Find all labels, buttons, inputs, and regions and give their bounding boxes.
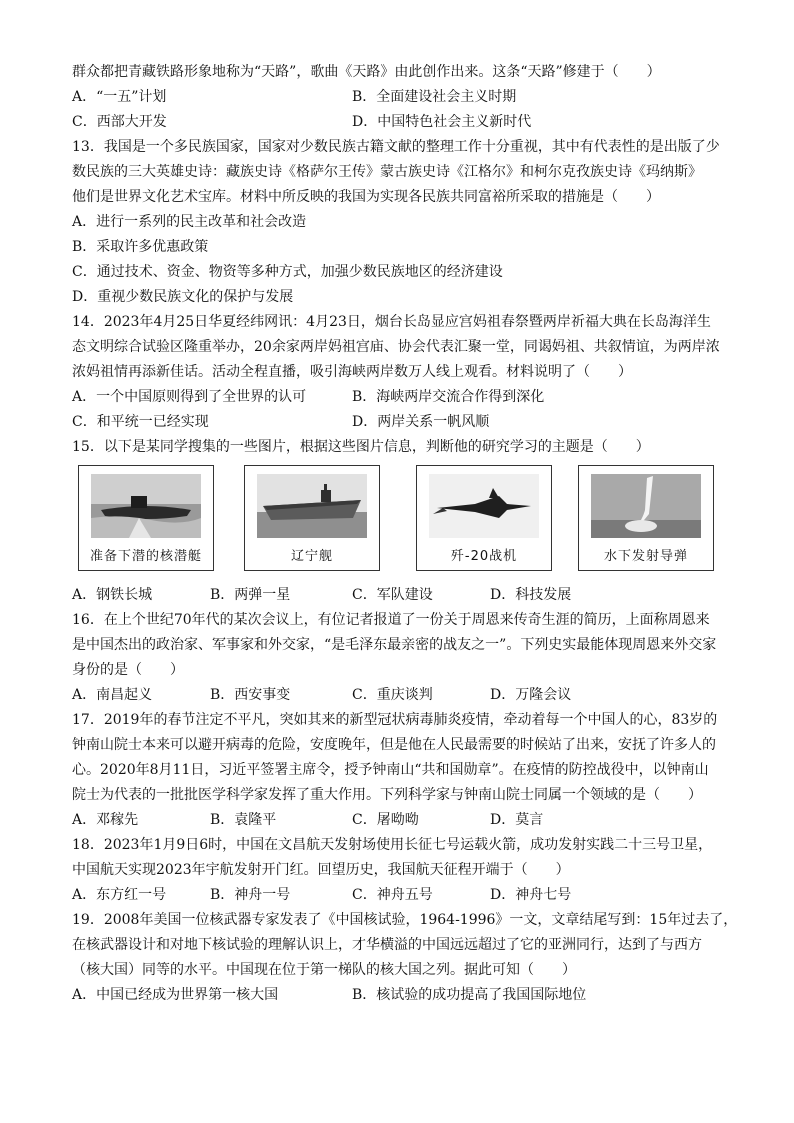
q16-stem-line: 16．在上个世纪70年代的某次会议上，有位记者报道了一份关于周恩来传奇生涯的简历，上面称周恩来 — [72, 612, 710, 628]
q14-option-b: B．海峡两岸交流合作得到深化 — [352, 389, 545, 405]
aircraft-carrier-photo — [244, 465, 380, 571]
q18-option-b: B．神舟一号 — [210, 887, 291, 903]
q12-option-d: D．中国特色社会主义新时代 — [352, 114, 532, 130]
fighter-jet-photo — [416, 465, 552, 571]
q12-option-a: A．“一五”计划 — [72, 89, 167, 105]
aircraft-carrier-caption: 辽宁舰 — [290, 549, 333, 564]
q16-stem-line: 身份的是（ ） — [72, 662, 184, 678]
q13-stem-line: 他们是世界文化艺术宝库。材料中所反映的我国为实现各民族共同富裕所采取的措施是（ ） — [72, 189, 660, 205]
q14-option-c: C．和平统一已经实现 — [72, 414, 209, 430]
q14-stem-line: 态文明综合试验区隆重举办，20余家两岸妈祖宫庙、协会代表汇聚一堂，同谒妈祖、共叙情谊，为两岸浓 — [72, 339, 720, 355]
q13-option-b: B．采取许多优惠政策 — [72, 239, 209, 255]
aircraft-carrier-icon — [257, 474, 367, 538]
q15-image-strip — [72, 465, 722, 577]
fighter-jet-caption: 歼-20战机 — [450, 549, 518, 564]
q12-options-row — [72, 85, 722, 110]
q15-stem-line: 15．以下是某同学搜集的一些图片，根据这些图片信息，判断他的研究学习的主题是（ ） — [72, 439, 650, 455]
q18-stem-line: 中国航天实现2023年宇航发射开门红。回望历史，我国航天征程开端于（ ） — [72, 862, 570, 878]
q18-option-c: C．神舟五号 — [352, 887, 433, 903]
q13-stem-line: 13．我国是一个多民族国家，国家对少数民族古籍文献的整理工作十分重视，其中有代表性的是出版了少 — [72, 139, 720, 155]
q15-options-row — [72, 583, 722, 608]
q19-option-b: B．核试验的成功提高了我国国际地位 — [352, 987, 587, 1003]
q17-stem-line: 院士为代表的一批批医学科学家发挥了重大作用。下列科学家与钟南山院士同属一个领域的是（ ） — [72, 787, 702, 803]
missile-launch-icon — [591, 474, 701, 538]
q14-options-row — [72, 410, 722, 435]
q12-option-b: B．全面建设社会主义时期 — [352, 89, 517, 105]
q19-stem-line: 19．2008年美国一位核武器专家发表了《中国核试验，1964-1996》一文，文章结尾写到：15年过去了， — [72, 912, 738, 928]
q14-option-d: D．两岸关系一帆风顺 — [352, 414, 490, 430]
q15-option-b: B．两弹一星 — [210, 587, 291, 603]
q15-option-c: C．军队建设 — [352, 587, 433, 603]
missile-launch-photo — [578, 465, 714, 571]
q17-option-b: B．袁隆平 — [210, 812, 277, 828]
q18-options-row — [72, 883, 722, 908]
q19-option-a: A．中国已经成为世界第一核大国 — [72, 987, 279, 1003]
missile-launch-caption: 水下发射导弹 — [603, 549, 688, 564]
q12-stem-line: 群众都把青藏铁路形象地称为“天路”，歌曲《天路》由此创作出来。这条“天路”修建于（ ） — [72, 64, 661, 80]
q17-option-a: A．邓稼先 — [72, 812, 139, 828]
q13-option-d: D．重视少数民族文化的保护与发展 — [72, 289, 294, 305]
q14-stem-line: 浓妈祖情再添新佳话。活动全程直播，吸引海峡两岸数万人线上观看。材料说明了（ ） — [72, 364, 632, 380]
q14-stem-line: 14．2023年4月25日华夏经纬网讯：4月23日，烟台长岛显应宫妈祖春祭暨两岸祈福大典在长岛海洋生 — [72, 314, 711, 330]
q15-option-a: A．钢铁长城 — [72, 587, 153, 603]
q18-stem-line: 18．2023年1月9日6时，中国在文昌航天发射场使用长征七号运载火箭，成功发射实践二十三号卫星， — [72, 837, 713, 853]
q17-stem-line: 心。2020年8月11日，习近平签署主席令，授予钟南山“共和国勋章”。在疫情的防控战役中，以钟南山 — [72, 762, 709, 778]
q19-stem-line: 在核武器设计和对地下核试验的理解认识上，才华横溢的中国远远超过了它的亚洲同行，达到了与西方 — [72, 937, 702, 953]
q15-option-d: D．科技发展 — [490, 587, 572, 603]
q17-option-c: C．屠呦呦 — [352, 812, 419, 828]
q16-options-row — [72, 683, 722, 708]
q17-option-d: D．莫言 — [490, 812, 544, 828]
q16-option-a: A．南昌起义 — [72, 687, 153, 703]
q13-option-a: A．进行一系列的民主改革和社会改造 — [72, 214, 307, 230]
q12-options-row — [72, 110, 722, 135]
q13-option-c: C．通过技术、资金、物资等多种方式，加强少数民族地区的经济建设 — [72, 264, 503, 280]
exam-page — [72, 60, 738, 1008]
submarine-photo — [78, 465, 214, 571]
q16-stem-line: 是中国杰出的政治家、军事家和外交家，“是毛泽东最亲密的战友之一”。下列史实最能体现周恩来外交家 — [72, 637, 717, 653]
q16-option-c: C．重庆谈判 — [352, 687, 433, 703]
q16-option-d: D．万隆会议 — [490, 687, 572, 703]
q12-option-c: C．西部大开发 — [72, 114, 167, 130]
submarine-icon — [91, 474, 201, 538]
q19-options-row — [72, 983, 722, 1008]
q14-options-row — [72, 385, 722, 410]
q19-stem-line: （核大国）同等的水平。中国现在位于第一梯队的核大国之列。据此可知（ ） — [72, 962, 576, 978]
q17-stem-line: 钟南山院士本来可以避开病毒的危险，安度晚年，但是他在人民最需要的时候站了出来，安抚了许多人的 — [72, 737, 716, 753]
fighter-jet-icon — [429, 474, 539, 538]
q17-options-row — [72, 808, 722, 833]
q13-stem-line: 数民族的三大英雄史诗：藏族史诗《格萨尔王传》蒙古族史诗《江格尔》和柯尔克孜族史诗《玛纳斯》 — [72, 164, 702, 180]
q16-option-b: B．西安事变 — [210, 687, 291, 703]
q17-stem-line: 17．2019年的春节注定不平凡，突如其来的新型冠状病毒肺炎疫情，牵动着每一个中国人的心，83岁的 — [72, 712, 718, 728]
q18-option-d: D．神舟七号 — [490, 887, 572, 903]
q14-option-a: A．一个中国原则得到了全世界的认可 — [72, 389, 307, 405]
submarine-caption: 准备下潜的核潜艇 — [89, 549, 202, 564]
q18-option-a: A．东方红一号 — [72, 887, 167, 903]
